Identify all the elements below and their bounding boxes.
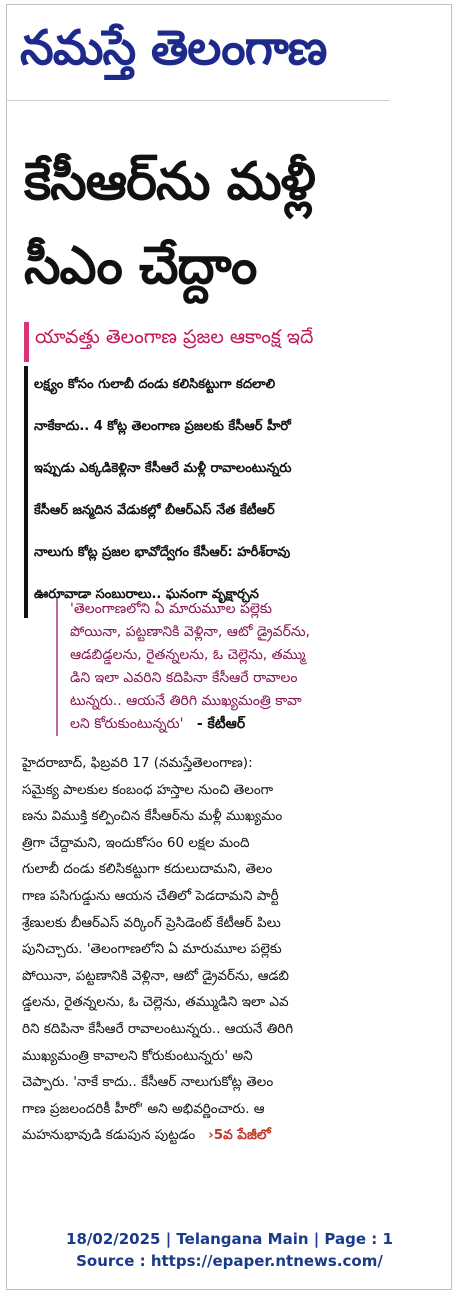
headline-line-2: సీఎం చేద్దాం: [24, 236, 257, 296]
divider: [6, 100, 390, 101]
body-line: త్రిగా చేద్దామని, ఇందుకోసం 60 లక్షల మంది: [22, 834, 250, 851]
chevron-right-icon: ›: [208, 1127, 214, 1144]
body-line: మహనుభావుడి కడుపున పుట్టడం: [22, 1127, 196, 1144]
kicker-text: యావత్తు తెలంగాణ ప్రజల ఆకాంక్ష ఇదే: [35, 326, 314, 348]
body-line: గాణ పసిగుడ్డును ఆయన చేతిలో పెడదామని పార్టీ: [22, 887, 279, 904]
highlight-item: [24, 534, 388, 576]
highlight-text: ఊరూవాడా సంబురాలు.. ఘనంగా వృక్షార్చన: [34, 587, 259, 602]
quote-line: 'తెలంగాణలోని ఏ మారుమూల పల్లెకు: [70, 601, 272, 617]
quote-line: టున్నరు.. ఆయనే తిరిగి ముఖ్యమంత్రి కావా: [70, 693, 302, 709]
body-last-line: [22, 1122, 398, 1149]
body-line: డ్డలను, రైతన్నలను, ఓ చెల్లెను, తమ్ముడిని ఇలా ఎవ: [22, 994, 289, 1011]
quote-last-line: [70, 713, 392, 736]
article-body: [22, 750, 398, 1149]
quote-line: ఆడబిడ్డలను, రైతన్నలను, ఓ చెల్లెను, తమ్ము: [70, 647, 306, 663]
body-line: చెప్పారు. 'నాకే కాదు.. కేసీఆర్‌ నాలుగుకోట్ల తెలం: [22, 1074, 274, 1091]
highlight-text: నాలుగు కోట్ల ప్రజల భావోద్వేగం కేసీఆర్‌: హరీశ్‌రావు: [34, 545, 291, 560]
newspaper-masthead: నమస్తే తెలంగాణ: [20, 20, 327, 76]
footer-source-link[interactable]: Source : https://epaper.ntnews.com/: [76, 1252, 383, 1270]
body-line: గాణ ప్రజలందరికీ హీరో' అని అభివర్ణించారు. ఆ: [22, 1100, 265, 1117]
quote-attribution: - కేటీఆర్‌: [196, 716, 246, 732]
highlight-text: నాకేకాదు.. 4 కోట్ల తెలంగాణ ప్రజలకు కేసీఆర్‌ హీరో: [34, 419, 291, 434]
quote-line: డిని ఇలా ఎవరిని కదిపినా కేసీఆరే రావాలం: [70, 670, 298, 686]
highlight-text: ఇప్పుడు ఎక్కడికెళ్లినా కేసీఆరే మళ్లీ రావాలంటున్నరు: [34, 461, 292, 476]
quote-line: పోయినా, పట్టణానికి వెళ్లినా, ఆటో డ్రైవర్‌ను,: [70, 624, 310, 640]
body-line: గులాబీ దండు కలిసికట్టుగా కదులుదామని, తెలం: [22, 861, 273, 878]
body-line: పోయినా, పట్టణానికి వెళ్లినా, ఆటో డ్రైవర్‌ను, ఆడబి: [22, 967, 289, 984]
quote-line: లని కోరుకుంటున్నరు': [70, 716, 184, 732]
body-line: శ్రేణులకు బీఆర్‌ఎస్‌ వర్కింగ్‌ ప్రెసిడెంట్‌ కేటీఆర్‌ పిలు: [22, 914, 281, 931]
highlight-item: [24, 366, 388, 408]
pull-quote: [56, 598, 392, 736]
source-footer: [0, 1228, 459, 1272]
body-line: పునిచ్చారు. 'తెలంగాణలోని ఏ మారుమూల పల్లెకు: [22, 941, 282, 958]
highlight-list: [24, 366, 388, 618]
highlight-text: లక్ష్యం కోసం గులాబీ దండు కలిసికట్టుగా కదలాలి: [34, 377, 276, 392]
body-line: ముఖ్యమంత్రి కావాలని కోరుకుంటున్నరు' అని: [22, 1047, 253, 1064]
body-line: హైదరాబాద్‌, ఫిబ్రవరి 17 (నమస్తేతెలంగాణ):: [22, 755, 253, 771]
highlight-item: [24, 450, 388, 492]
body-line: సమైక్య పాలకుల కంబంధ హస్తాల నుంచి తెలంగా: [22, 781, 274, 798]
headline-line-1: కేసీఆర్‌ను మళ్లీ: [24, 152, 315, 212]
kicker-box: [24, 322, 388, 362]
headline: [24, 140, 384, 308]
footer-date-page: 18/02/2025 | Telangana Main | Page : 1: [66, 1230, 393, 1248]
body-line: రిని కదిపినా కేసీఆరే రావాలంటున్నరు.. ఆయనే తిరిగి: [22, 1020, 294, 1037]
highlight-text: కేసీఆర్‌ జన్మదిన వేడుకల్లో బీఆర్‌ఎస్‌ నేత కేటీఆర్‌: [34, 503, 275, 518]
body-line: ణను విముక్తి కల్పించిన కేసీఆర్‌ను మళ్లీ ముఖ్యమం: [22, 808, 283, 825]
highlight-item: [24, 492, 388, 534]
continued-page-text: 5వ పేజీలో: [213, 1127, 271, 1144]
highlight-item: [24, 408, 388, 450]
continued-page-link[interactable]: [208, 1127, 271, 1143]
